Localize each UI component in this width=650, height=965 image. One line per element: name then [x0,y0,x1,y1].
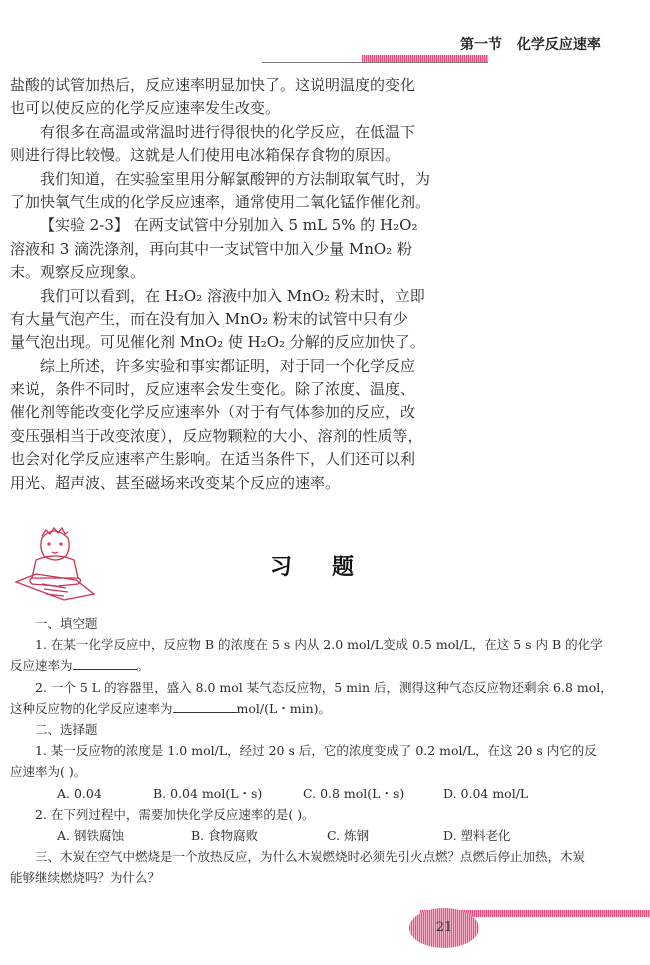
option: A. 钢铁腐蚀 [57,827,124,843]
question-text: 三、木炭在空气中燃烧是一个放热反应，为什么木炭燃烧时必须先引火点燃？点燃后停止加热，木炭 [35,849,586,865]
options-row [10,783,630,804]
paragraph-line: 则进行得比较慢。这就是人们使用电冰箱保存食物的原因。 [10,146,401,165]
question-text: 2. 一个 5 L 的容器里，盛入 8.0 mol 某气态反应物，5 min 后，测得这种气态反应物还剩余 6.8 mol， [35,679,613,695]
question-text: 反应速率为 [10,658,73,674]
paragraph-line: 来说，条件不同时，反应速率会发生变化。除了浓度、温度、 [10,380,416,399]
paragraph-line: 量气泡出现。可见催化剂 MnO₂ 使 H₂O₂ 分解的反应加快了。 [10,333,425,352]
question-text: 能够继续燃烧吗？为什么？ [10,870,161,886]
student-writing-illustration [12,518,98,604]
question-text: 这种反应物的化学反应速率为 [10,700,173,716]
paragraph-line: 有大量气泡产生，而在没有加入 MnO₂ 粉末的试管中只有少 [10,309,408,328]
question-text: 2. 在下列过程中，需要加快化学反应速率的是( )。 [35,806,315,822]
option: D. 0.04 mol/L [443,785,529,801]
section-heading: 二、选择题 [35,721,98,737]
paragraph-line: 也会对化学反应速率产生影响。在适当条件下，人们还可以利 [10,450,416,469]
paragraph-line: 变压强相当于改变浓度），反应物颗粒的大小、溶剂的性质等， [10,426,423,445]
answer-blank[interactable] [173,698,237,713]
header-rule [262,62,488,63]
body-text [10,74,431,495]
punct: 。 [136,658,150,674]
section-heading: 一、填空题 [35,616,98,631]
option: C. 0.8 mol(L・s) [303,785,405,801]
exercises-title: 习题 [270,555,395,580]
options-row [10,825,630,846]
paragraph-line: 我们知道，在实验室里用分解氯酸钾的方法制取氧气时，为 [40,169,431,188]
paragraph-line: 盐酸的试管加热后，反应速率明显加快了。这说明温度的变化 [10,76,416,94]
paragraph-line: 【实验 2-3】 在两支试管中分别加入 5 mL 5% 的 H₂O₂ [40,216,418,235]
option: C. 炼钢 [327,827,370,843]
paragraph-line: 末。观察反应现象。 [10,263,146,282]
option: B. 0.04 mol(L・s) [153,785,263,801]
option: B. 食物腐败 [191,827,259,843]
option: D. 塑料老化 [443,827,511,843]
paragraph-line: 用光、超声波、甚至磁场来改变某个反应的速率。 [10,473,341,492]
paragraph-line: 综上所述，许多实验和事实都证明，对于同一个化学反应 [40,356,416,375]
question-text: 1. 在某一化学反应中，反应物 B 的浓度在 5 s 内从 2.0 mol/L变成 0.5 mol/L，在这 5 s 内 B 的化学 [35,637,603,653]
paragraph-line: 催化剂等能改变化学反应速率外（对于有气体参加的反应，改 [10,403,416,422]
question-text: 应速率为( )。 [10,764,87,780]
exercises [10,613,630,888]
paragraph-line: 了加快氧气生成的化学反应速率，通常使用二氧化锰作催化剂。 [10,192,431,211]
section-label: 第一节 [460,37,502,53]
section-title: 化学反应速率 [516,37,601,53]
header-pink-band [362,55,488,62]
paragraph-line: 也可以使反应的化学反应速率发生改变。 [10,99,281,118]
running-header [460,34,601,54]
answer-blank[interactable] [73,655,137,670]
option: A. 0.04 [57,785,102,801]
page-number: 21 [409,908,479,948]
unit-text: mol/(L・min)。 [236,700,332,716]
paragraph-line: 溶液和 3 滴洗涤剂，再向其中一支试管中加入少量 MnO₂ 粉 [10,239,412,258]
paragraph-line: 我们可以看到，在 H₂O₂ 溶液中加入 MnO₂ 粉末时，立即 [40,286,425,305]
paragraph-line: 有很多在高温或常温时进行得很快的化学反应，在低温下 [40,122,416,141]
question-text: 1. 某一反应物的浓度是 1.0 mol/L，经过 20 s 后，它的浓度变成了 0.2 mol/L，在这 20 s 内它的反 [35,743,597,759]
